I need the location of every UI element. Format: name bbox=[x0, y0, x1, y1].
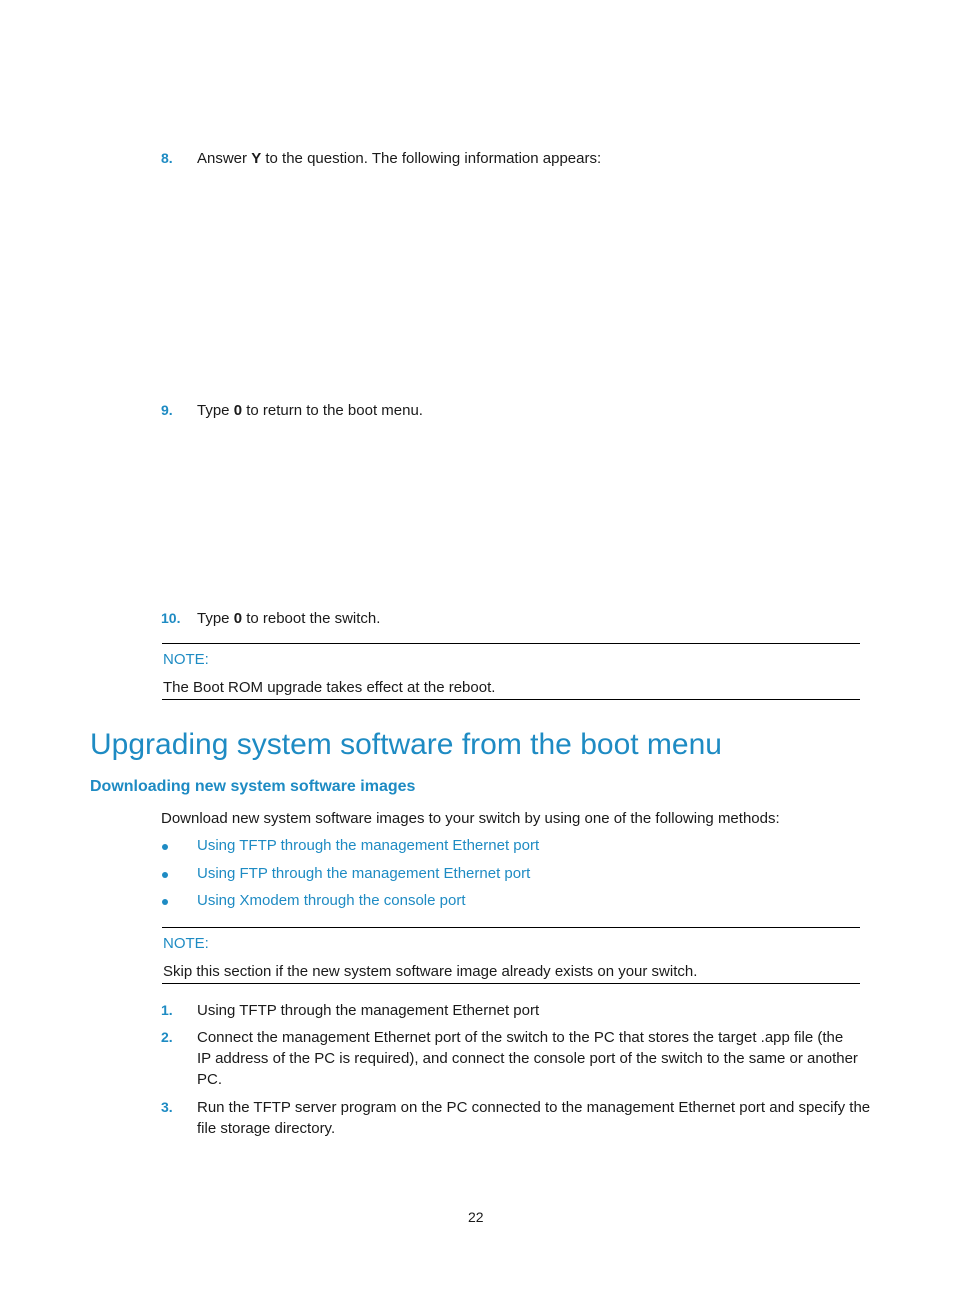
step-9-pre: Type bbox=[197, 402, 234, 419]
note-1-bottom-rule bbox=[162, 699, 860, 700]
step-2-line-2: IP address of the PC is required), and connect the console port of the switch to the same or another bbox=[197, 1050, 858, 1067]
note-2-top-rule bbox=[162, 927, 860, 928]
step-9-bold: 0 bbox=[233, 402, 243, 419]
step-10-text bbox=[197, 608, 380, 629]
step-1-text bbox=[197, 1000, 539, 1021]
link-ftp[interactable]: Using FTP through the management Ethernet port bbox=[197, 865, 531, 882]
step-1-line-1: Using TFTP through the management Ethernet port bbox=[197, 1002, 540, 1019]
step-number-10: 10. bbox=[161, 610, 181, 626]
step-2-line-3: PC. bbox=[197, 1071, 223, 1088]
step-number-1: 1. bbox=[161, 1002, 173, 1018]
step-10-pre: Type bbox=[197, 610, 234, 627]
link-tftp[interactable]: Using TFTP through the management Ethernet port bbox=[197, 837, 540, 854]
step-10-bold: 0 bbox=[233, 610, 243, 627]
section-title: Upgrading system software from the boot menu bbox=[90, 728, 722, 761]
step-number-9: 9. bbox=[161, 402, 173, 418]
note-1-top-rule bbox=[162, 643, 860, 644]
step-2-text bbox=[197, 1027, 858, 1090]
note-1-text: The Boot ROM upgrade takes effect at the reboot. bbox=[163, 679, 496, 696]
step-3-line-1: Run the TFTP server program on the PC connected to the management Ethernet port and specify the bbox=[197, 1099, 871, 1116]
step-8-bold: Y bbox=[251, 150, 262, 167]
step-2-line-1: Connect the management Ethernet port of the switch to the PC that stores the target .app file (the bbox=[197, 1029, 844, 1046]
bullet-dot-3 bbox=[162, 899, 168, 905]
step-8-post: to the question. The following information appears: bbox=[261, 150, 602, 167]
note-2-text: Skip this section if the new system software image already exists on your switch. bbox=[163, 963, 698, 980]
step-number-3: 3. bbox=[161, 1099, 173, 1115]
step-9-post: to return to the boot menu. bbox=[242, 402, 423, 419]
step-9-text bbox=[197, 400, 423, 421]
step-8-pre: Answer bbox=[197, 150, 252, 167]
note-2-bottom-rule bbox=[162, 983, 860, 984]
step-10-post: to reboot the switch. bbox=[242, 610, 381, 627]
link-xmodem[interactable]: Using Xmodem through the console port bbox=[197, 892, 466, 909]
note-1-label: NOTE: bbox=[163, 651, 209, 668]
section-intro: Download new system software images to your switch by using one of the following methods: bbox=[161, 810, 780, 827]
section-subtitle: Downloading new system software images bbox=[90, 778, 416, 795]
step-number-8: 8. bbox=[161, 150, 173, 166]
note-2-label: NOTE: bbox=[163, 935, 209, 952]
step-8-text bbox=[197, 148, 601, 169]
step-3-text bbox=[197, 1097, 870, 1139]
step-3-line-2: file storage directory. bbox=[197, 1120, 336, 1137]
bullet-dot-2 bbox=[162, 872, 168, 878]
step-number-2: 2. bbox=[161, 1029, 173, 1045]
bullet-dot-1 bbox=[162, 844, 168, 850]
page-number: 22 bbox=[468, 1209, 484, 1225]
